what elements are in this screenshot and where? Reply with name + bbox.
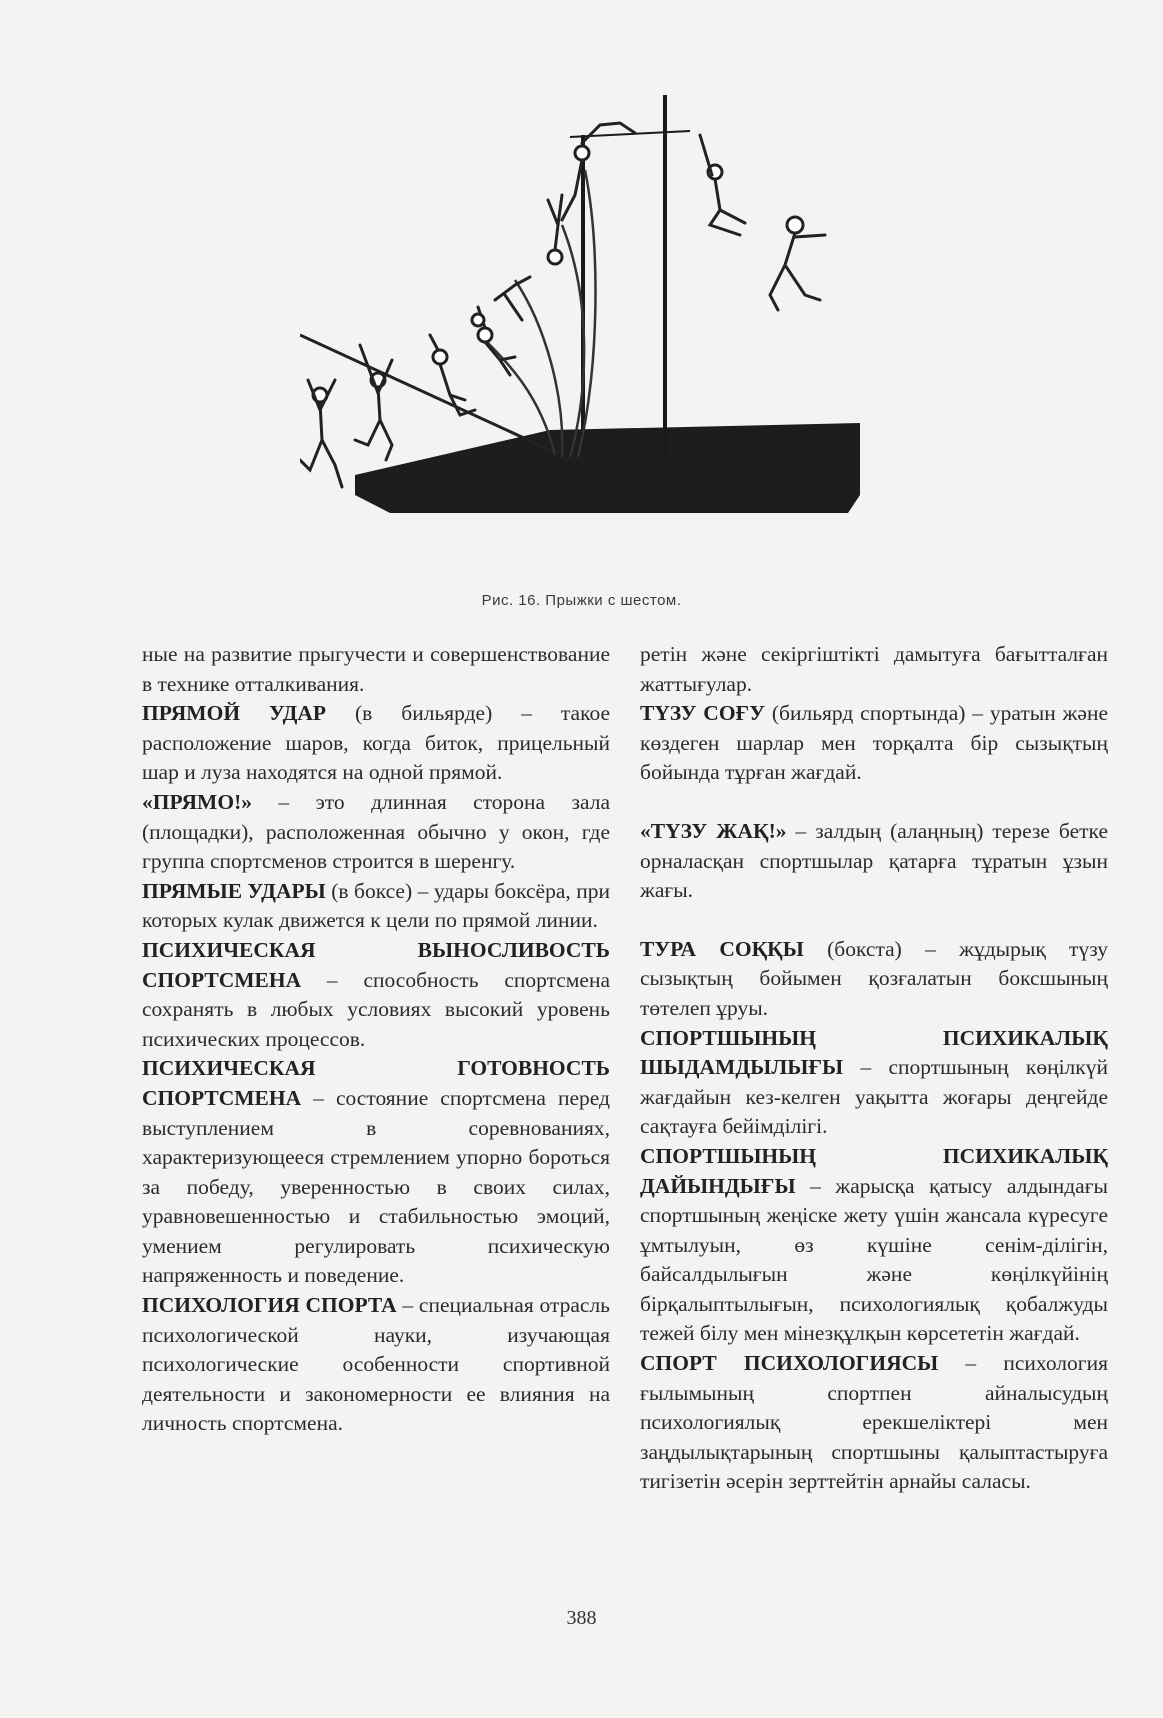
entry-text: (бильярд спортында) – уратын және көздеген шарлар мен торқалта бір сызықтың бойында тұрған жағдай. [640,701,1109,785]
entry-text: – состояние спортсмена перед выступлением в соревнованиях, характеризующееся стремлением упорно бороться за победу, уверенностью в своих силах, уравновешенностью и стабильностью эмоций, умением регулировать психическую напряженность и поведение. [142,1085,610,1288]
vault-pole-line [300,335,550,450]
entry-term: ПСИХИЧЕСКАЯ ГОТОВНОСТЬ СПОРТСМЕНА [142,1056,610,1110]
entry-text: ретін және секіргіштікті дамытуға бағытталған жаттығулар. [640,642,1108,696]
entry-continuation-kz [640,640,1108,699]
entry-term: ПСИХИЧЕСКАЯ ВЫНОСЛИВОСТЬ СПОРТСМЕНА [142,937,610,992]
pole-vault-illustration [300,95,955,590]
entry-term: «ПРЯМО!» [142,789,252,814]
entry-text: – специальная отрасль психологической науки, изучающая психологические особенности спортивной деятельности и закономерности ее влияния на личность спортсмена. [142,1293,610,1436]
entry-text: – жарысқа қатысу алдындағы спортшының жеңіске жету үшін жансала күресуге ұмтылуын, өз күшіне сенім-ділігін, байсалдылығын және көңілкүйінің бірқалыптылығын, психологиялық қобалжуды тежей білу мен мінезқұлқын көрсететін жағдай. [640,1173,1108,1346]
entry-term: ПРЯМОЙ УДАР [142,701,327,726]
entry-pryamo [142,788,610,877]
entry-psikh-dayyndygy [640,1142,1108,1349]
entry-tura-sokky [640,935,1108,1024]
entry-term: ТУРА СОҚҚЫ [640,936,804,961]
entry-term: СПОРТШЫНЫҢ ПСИХИКАЛЫҚ ДАЙЫНДЫҒЫ [640,1143,1108,1198]
entry-term: СПОРТ ПСИХОЛОГИЯСЫ [640,1351,939,1376]
pole-vault-drawing [300,95,955,590]
entry-pryamye-udary [142,877,610,936]
entry-text: – это длинная сторона зала (площадки), расположенная обычно у окон, где группа спортсменов строится в шеренгу. [142,789,610,874]
entry-text: (в боксе) – удары боксёра, при которых кулак движется к цели по прямой линии. [142,878,610,933]
entry-text: – спортшының көңілкүй жағдайын кез-келген уақытта жоғары деңгейде сақтауға бейімділігі. [640,1055,1108,1139]
entry-psikhologiya-sporta [142,1291,610,1439]
entry-text: ные на развитие прыгучести и совершенствование в технике отталкивания. [142,642,610,696]
entry-term: ТҮЗУ СОҒУ [640,701,766,726]
left-column-russian [142,640,610,1439]
right-column-kazakh [640,640,1108,1497]
entry-tuzu-zhak [640,817,1108,906]
entry-term: СПОРТШЫНЫҢ ПСИХИКАЛЫҚ ШЫДАМДЫЛЫҒЫ [640,1025,1108,1080]
entry-tuzu-sogu [640,699,1108,788]
entry-text: (в бильярде) – такое расположение шаров, когда биток, прицельный шар и луза находятся на одной прямой. [142,701,610,785]
entry-text: – залдың (алаңның) терезе бетке орналасқан спортшылар қатарға тұратын ұзын жағы. [640,818,1108,903]
entry-term: ПРЯМЫЕ УДАРЫ [142,878,326,903]
page-number: 388 [566,1607,597,1629]
entry-psikh-vynoslivost [142,936,610,1054]
entry-term: «ТҮЗУ ЖАҚ!» [640,818,787,843]
entry-text: – психология ғылымының спортпен айналысудың психологиялық ерекшеліктері мен заңдылықтарының спортшыны қалыптастыруға тигізетін әсерін зерттейтін арнайы саласы. [640,1351,1108,1494]
entry-term: ПСИХОЛОГИЯ СПОРТА [142,1293,397,1318]
entry-psikh-shydamdylygy [640,1024,1108,1142]
entry-sport-psikhologiyasy [640,1349,1108,1497]
entry-psikh-gotovnost [142,1054,610,1291]
entry-text: – способность спортсмена сохранять в любых условиях высокий уровень психических процессов. [142,967,610,1051]
landing-mat [355,423,860,513]
entry-text: (бокста) – жұдырық түзу сызықтың бойымен қозғалатын боксшының төтелеп ұруы. [640,936,1108,1020]
figure-caption: Рис. 16. Прыжки с шестом. [481,592,682,609]
entry-pryamoy-udar [142,699,610,788]
entry-continuation-ru [142,640,610,699]
